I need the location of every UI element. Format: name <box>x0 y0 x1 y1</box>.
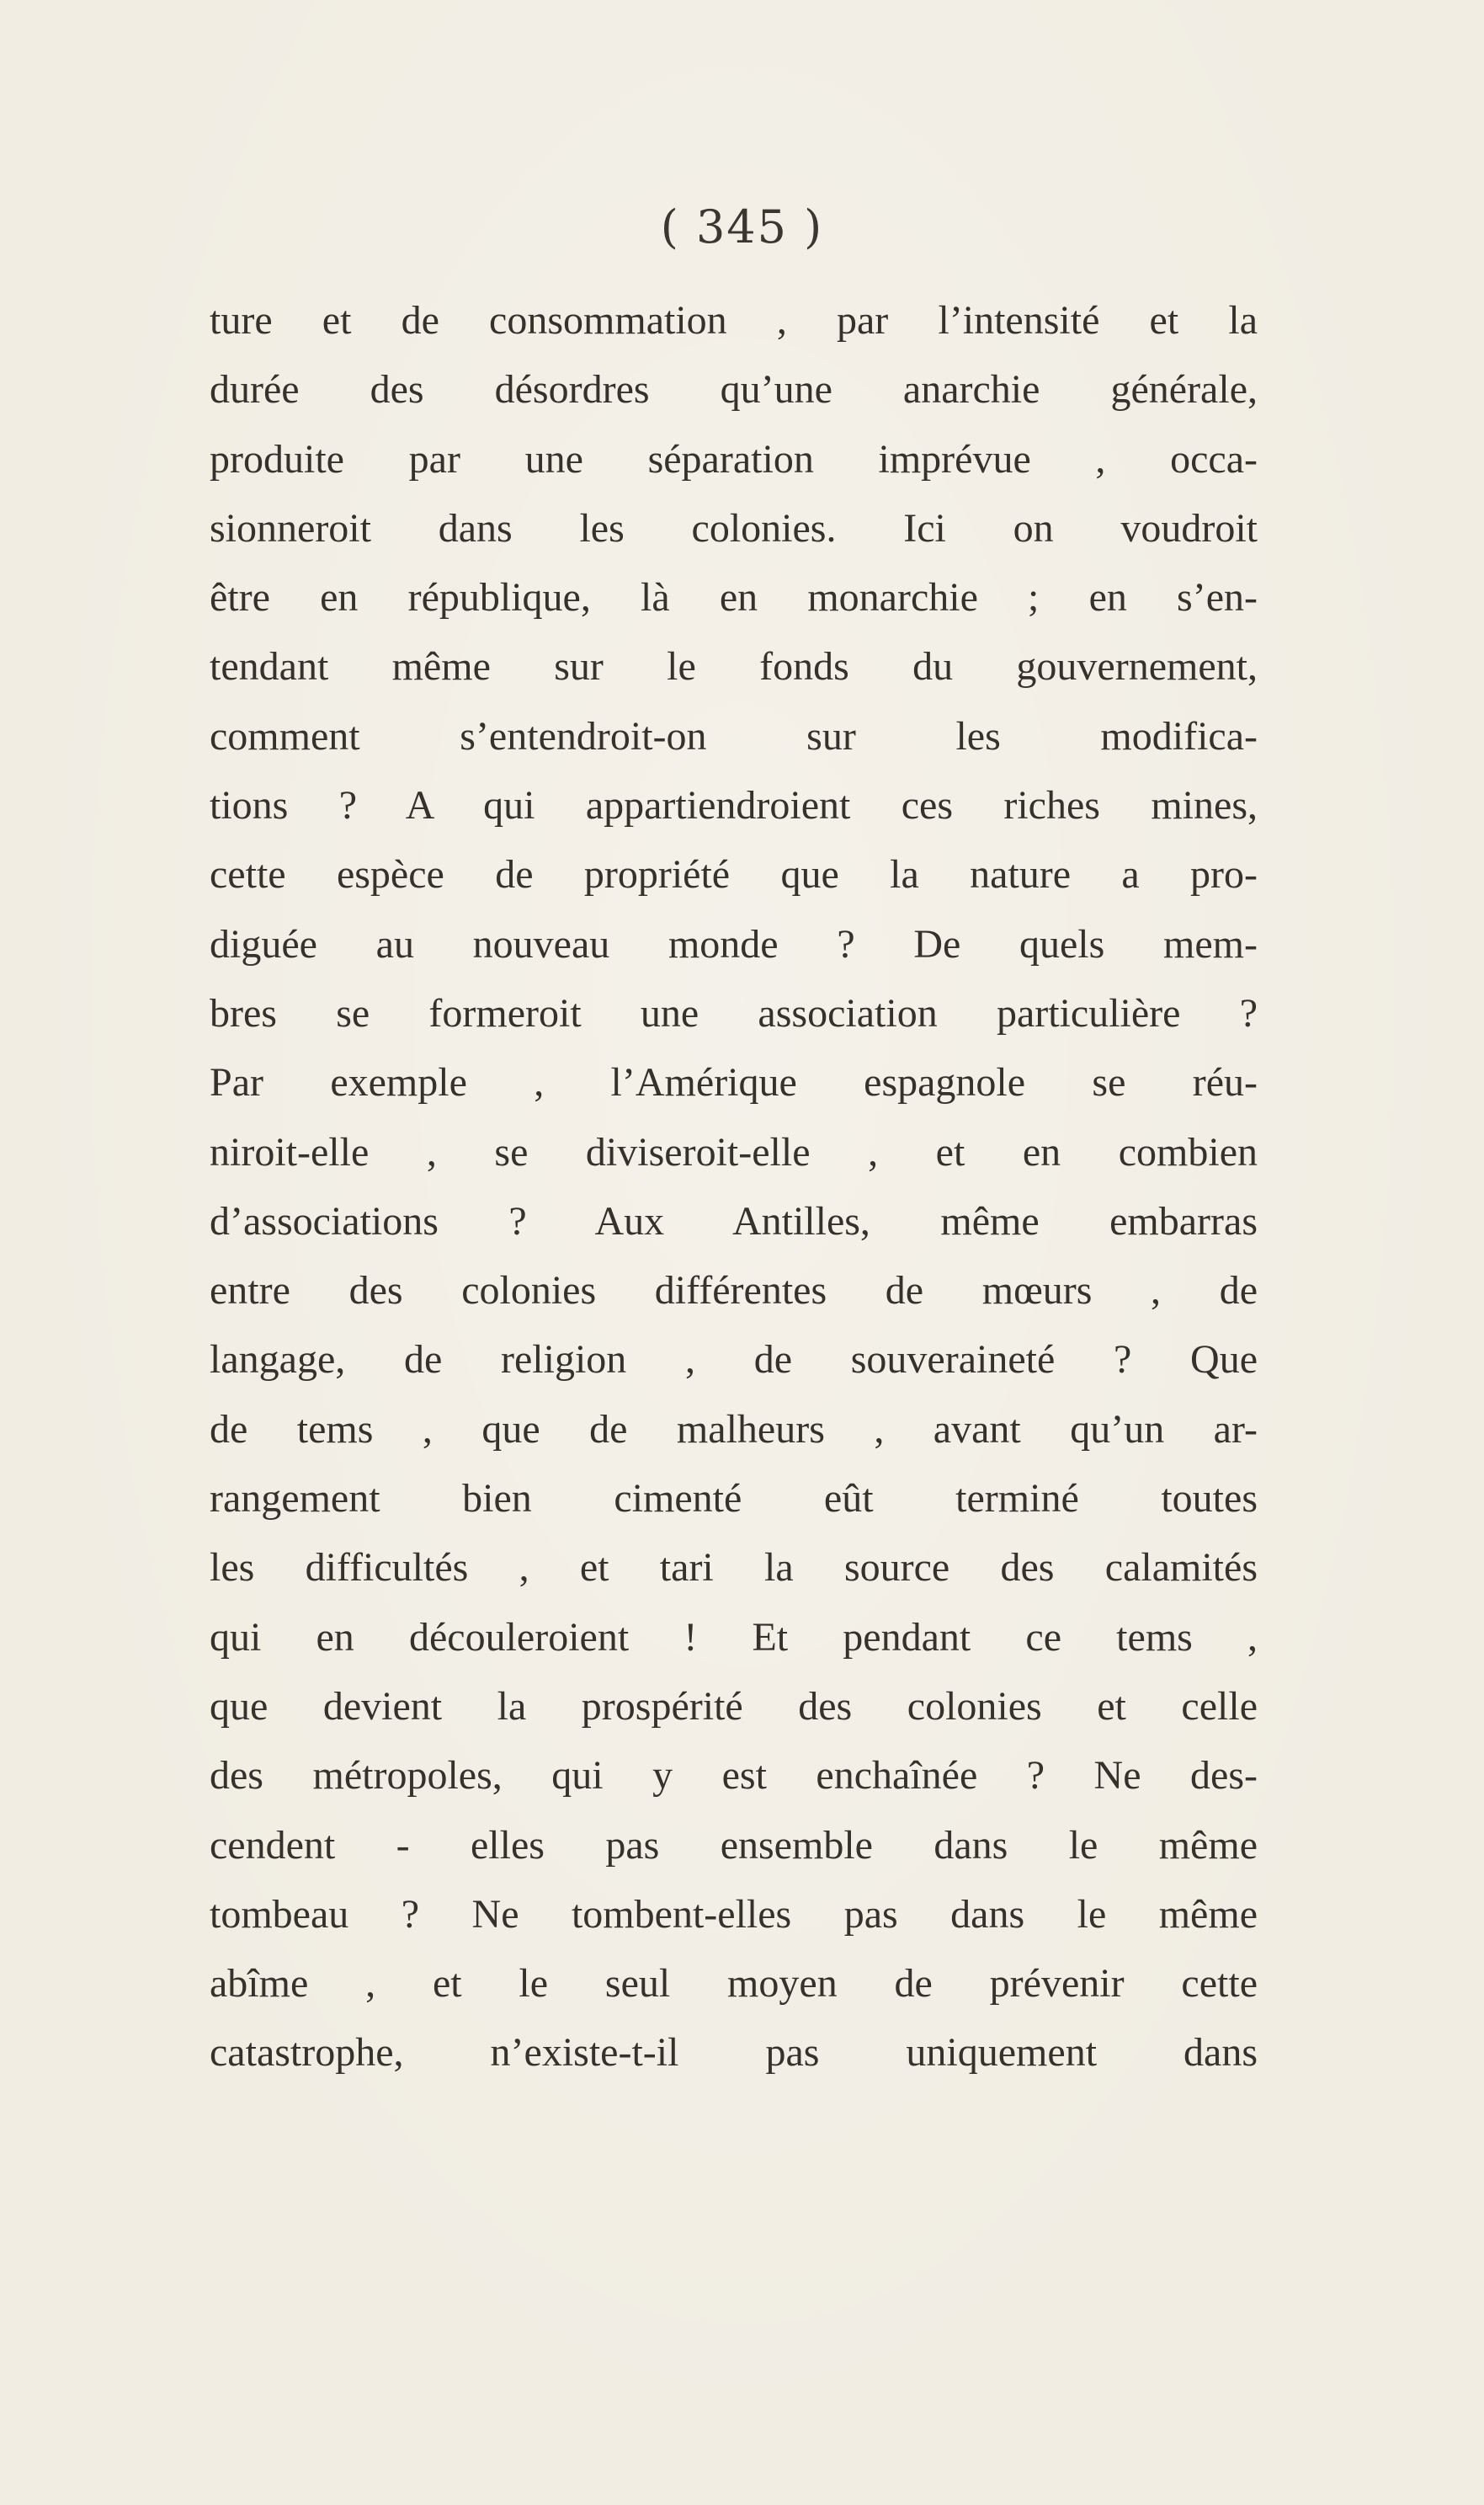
text-line: comment s’entendroit-on sur les modifica- <box>210 713 1258 759</box>
text-line: tendant même sur le fonds du gouvernement, <box>210 644 1258 690</box>
text-line: sionneroit dans les colonies. Ici on voudroit <box>210 505 1258 551</box>
text-line: des métropoles, qui y est enchaînée ? Ne des- <box>210 1753 1258 1799</box>
text-line: que devient la prospérité des colonies et celle <box>210 1683 1258 1729</box>
text-line: cette espèce de propriété que la nature a pro- <box>210 852 1258 898</box>
text-line: diguée au nouveau monde ? De quels mem- <box>210 921 1258 967</box>
text-line: abîme , et le seul moyen de prévenir cette <box>210 1961 1258 2007</box>
text-line: de tems , que de malheurs , avant qu’un ar- <box>210 1406 1258 1452</box>
body-text <box>210 286 1258 2088</box>
text-line: les difficultés , et tari la source des calamités <box>210 1545 1258 1591</box>
text-line: cendent - elles pas ensemble dans le même <box>210 1822 1258 1868</box>
text-line: entre des colonies différentes de mœurs , de <box>210 1268 1258 1314</box>
text-line: être en république, là en monarchie ; en s’en- <box>210 575 1258 621</box>
text-line: tombeau ? Ne tombent-elles pas dans le même <box>210 1891 1258 1937</box>
text-line: bres se formeroit une association particulière ? <box>210 990 1258 1036</box>
text-line: tions ? A qui appartiendroient ces riches mines, <box>210 783 1258 829</box>
text-line: Par exemple , l’Amérique espagnole se réu- <box>210 1060 1258 1106</box>
text-line: produite par une séparation imprévue , occa- <box>210 436 1258 482</box>
text-line: qui en découleroient ! Et pendant ce tems , <box>210 1614 1258 1660</box>
text-line: niroit-elle , se diviseroit-elle , et en combien <box>210 1129 1258 1175</box>
text-line: rangement bien cimenté eût terminé toutes <box>210 1476 1258 1522</box>
text-line: langage, de religion , de souveraineté ? Que <box>210 1337 1258 1383</box>
text-line: catastrophe, n’existe-t-il pas uniquement dans <box>210 2030 1258 2076</box>
text-line: d’associations ? Aux Antilles, même embarras <box>210 1198 1258 1244</box>
page-number: ( 345 ) <box>660 200 824 253</box>
text-line: ture et de consommation , par l’intensité et la <box>210 298 1258 343</box>
text-line: durée des désordres qu’une anarchie générale, <box>210 367 1258 413</box>
